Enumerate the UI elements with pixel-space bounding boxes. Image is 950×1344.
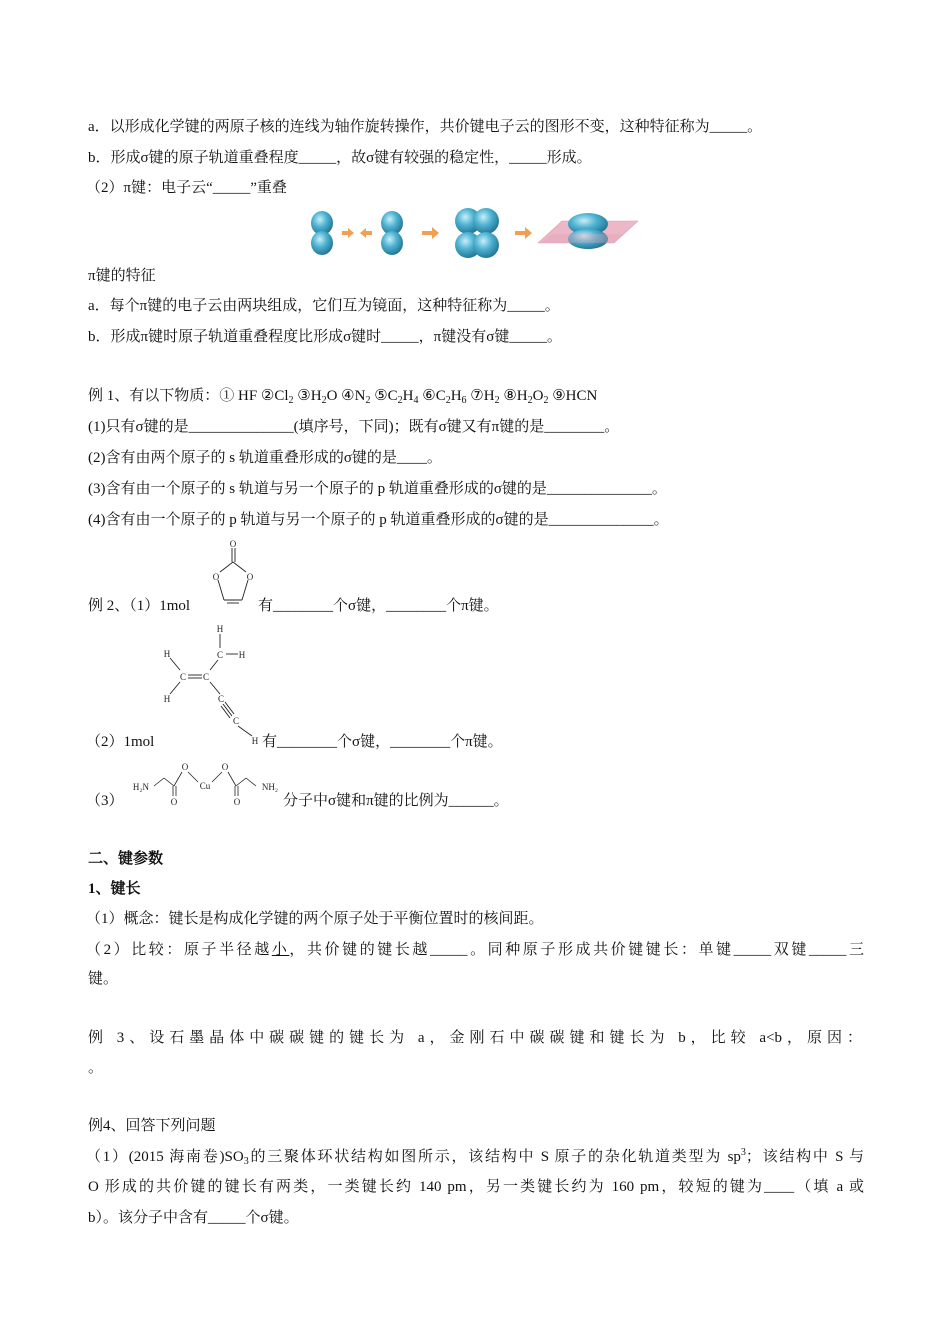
example1-q3: (3)含有由一个原子的 s 轨道与另一个原子的 p 轨道重叠形成的σ键的是______________。 (88, 481, 667, 497)
pi-feature-b: b．形成π键时原子轨道重叠程度比形成σ键时_____，π键没有σ键_____。 (88, 329, 562, 345)
example4-line1: （1）(2015 海南卷)$SO_3$的三聚体环状结构如图所示，该结构中 S 原子的杂化轨道类型为 $sp^3$；该结构中 S 与 (86, 1147, 865, 1167)
oxygen: O (181, 762, 189, 772)
example1-q2: (2)含有由两个原子的 s 轨道重叠形成的σ键的是____。 (88, 450, 442, 466)
p-orbital-left (311, 211, 333, 255)
enyne-structure (158, 622, 268, 752)
atom-h: H (238, 650, 246, 660)
amine-left: H₂N (132, 782, 150, 792)
carbonyl-oxygen: O (229, 539, 237, 549)
example2-q3-suffix: 分子中σ键和π键的比例为______。 (283, 793, 509, 809)
amine-right: NH₂ (261, 782, 279, 792)
example1-q4: (4)含有由一个原子的 p 轨道与另一个原子的 p 轨道重叠形成的σ键的是______________。 (88, 512, 669, 528)
example4-line3: b）。该分子中含有_____个σ键。 (88, 1210, 299, 1226)
oxygen: O (221, 762, 229, 772)
example2-q3-prefix: （3） (86, 793, 124, 809)
example3-line: 例 3、设石墨晶体中碳碳键的键长为 a，金刚石中碳碳键和键长为 b，比较 a<b，原因： (88, 1030, 862, 1046)
atom-c: C (232, 716, 240, 726)
cyclic-carbonate-structure (208, 540, 258, 612)
atom-h: H (216, 624, 224, 634)
example2-q1-prefix: 例 2、（1）1mol (88, 598, 191, 614)
example2-q1-suffix: 有________个σ键，________个π键。 (258, 598, 499, 614)
bond-length-compare: （2）比较：原子半径越小，共价键的键长越_____。同种原子形成共价键键长：单键_____双键_____三 (86, 942, 864, 958)
p-orbital-right (381, 211, 403, 255)
example3-cont: 。 (88, 1060, 104, 1076)
sigma-feature-b: b．形成σ键的原子轨道重叠程度_____，故σ键有较强的稳定性，_____形成。 (88, 150, 592, 166)
atom-h: H (251, 736, 259, 746)
copper-atom: Cu (199, 781, 211, 791)
pi-feature-a: a．每个π键的电子云由两块组成，它们互为镜面，这种特征称为_____。 (88, 298, 560, 314)
oxygen: O (233, 797, 241, 807)
pi-features-title: π键的特征 (88, 268, 156, 284)
example4-title: 例4、回答下列问题 (88, 1118, 216, 1134)
pi-bond-heading: （2）π键：电子云“_____”重叠 (86, 180, 287, 196)
approach-arrows (342, 228, 372, 238)
arrow-1 (422, 227, 439, 239)
atom-h: H (163, 649, 171, 659)
section2-sub1: 1、键长 (88, 881, 141, 897)
copper-glycinate-structure (126, 758, 286, 808)
ring-oxygen-left: O (212, 572, 220, 582)
atom-c: C (202, 672, 210, 682)
example1-q1: (1)只有σ键的是______________(填序号，下同)；既有σ键又有π键的是________。 (88, 419, 620, 435)
example2-q2-suffix: 有________个σ键，________个π键。 (262, 734, 503, 750)
pi-orbital-overlap-figure (300, 205, 640, 265)
arrow-2 (515, 227, 532, 239)
sigma-feature-a: a．以形成化学键的两原子核的连线为轴作旋转操作，共价键电子云的图形不变，这种特征称为_____。 (88, 119, 763, 135)
atom-h: H (163, 694, 171, 704)
example1-substances: 例 1、有以下物质：① HF $②Cl_2$ $③H_2O$ $④N_2$ $⑤C_2H_4$ $⑥C_2H_6$ $⑦H_2$ $⑧H_2O_2$ ⑨HCN (88, 388, 598, 406)
atom-c: C (217, 694, 225, 704)
section2-title: 二、键参数 (88, 851, 164, 867)
oxygen: O (170, 797, 178, 807)
ring-oxygen-right: O (246, 572, 254, 582)
bond-length-concept: （1）概念：键长是构成化学键的两个原子处于平衡位置时的核间距。 (86, 911, 544, 927)
example4-line2: O 形成的共价键的键长有两类，一类键长约 140 pm，另一类键长约为 160 pm，较短的键为____（填 a 或 (88, 1179, 864, 1195)
overlapping-p-orbitals (455, 208, 499, 258)
atom-c: C (216, 650, 224, 660)
bond-length-compare-cont: 键。 (88, 971, 119, 987)
pi-bond-cloud (538, 213, 638, 249)
atom-c: C (179, 672, 187, 682)
example2-q2-prefix: （2）1mol (86, 734, 155, 750)
